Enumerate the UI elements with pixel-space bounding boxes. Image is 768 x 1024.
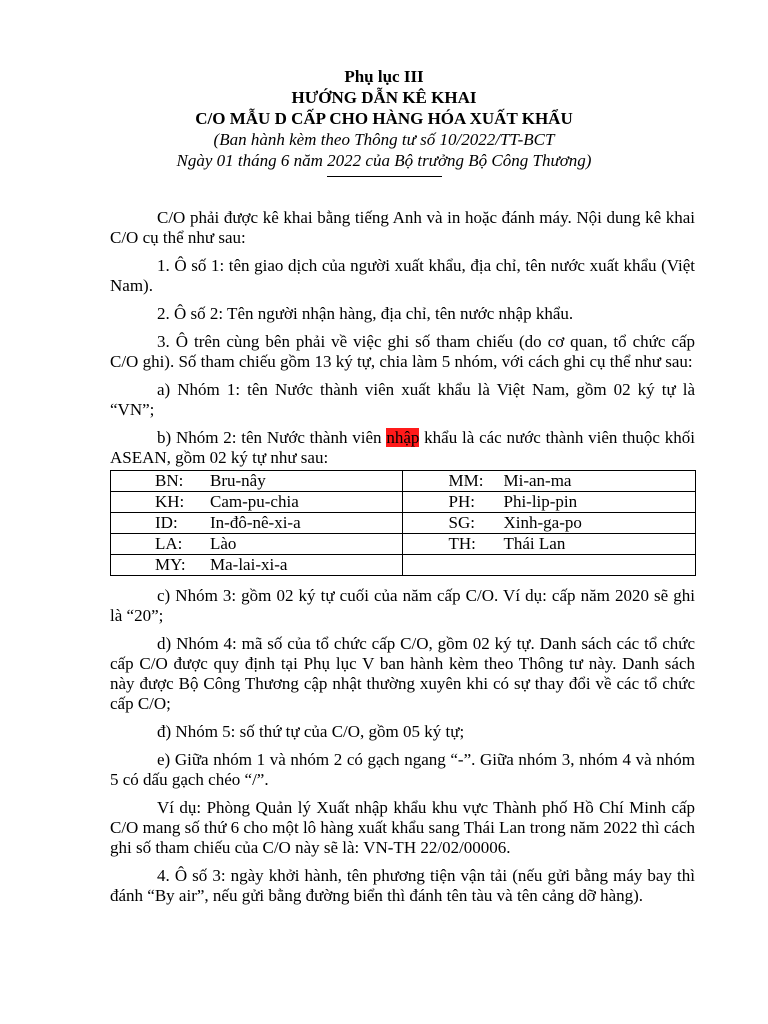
document-body xyxy=(110,208,695,914)
table-row xyxy=(111,471,696,492)
country-code-table xyxy=(110,470,696,576)
group-5-paragraph: đ) Nhóm 5: số thứ tự của C/O, gồm 05 ký tự; xyxy=(157,722,465,741)
country-name: Lào xyxy=(210,534,237,553)
right-country-cell xyxy=(403,534,696,555)
country-code: MM: xyxy=(448,471,484,490)
example-paragraph: Ví dụ: Phòng Quản lý Xuất nhập khẩu khu vực Thành phố Hồ Chí Minh cấp C/O mang số thứ 6 cho một lô hàng xuất khẩu sang Thái Lan trong năm 2022 thì cách ghi số tham chiếu của C/O này sẽ là: VN-TH 22/02/00006. xyxy=(110,798,695,857)
country-code: SG: xyxy=(448,513,475,532)
country-code: BN: xyxy=(155,471,184,490)
left-country-cell xyxy=(111,471,403,492)
country-code: TH: xyxy=(448,534,476,553)
document-title-line-1: HƯỚNG DẪN KÊ KHAI xyxy=(291,88,477,107)
group-1-paragraph: a) Nhóm 1: tên Nước thành viên xuất khẩu là Việt Nam, gồm 02 ký tự là “VN”; xyxy=(110,380,695,419)
table-row xyxy=(111,555,696,576)
box-1-paragraph: 1. Ô số 1: tên giao dịch của người xuất khẩu, địa chỉ, tên nước xuất khẩu (Việt Nam). xyxy=(110,256,695,295)
document-title-line-2: C/O MẪU D CẤP CHO HÀNG HÓA XUẤT KHẨU xyxy=(195,109,573,128)
country-name: Bru-nây xyxy=(210,471,266,490)
group-2-text-end: khẩu là các nước thành viên thuộc khối ASEAN, gồm 02 ký tự như sau: xyxy=(110,428,696,467)
highlighted-word: nhập xyxy=(386,428,420,447)
issuance-note-line-1: (Ban hành kèm theo Thông tư số 10/2022/TT-BCT xyxy=(213,130,555,149)
reference-number-paragraph: 3. Ô trên cùng bên phải về việc ghi số tham chiếu (do cơ quan, tổ chức cấp C/O ghi). Số tham chiếu gồm 13 ký tự, chia làm 5 nhóm, với cách ghi cụ thể như sau: xyxy=(110,332,695,371)
country-name: Mi-an-ma xyxy=(503,471,572,490)
table-row xyxy=(111,513,696,534)
box-2-paragraph: 2. Ô số 2: Tên người nhận hàng, địa chỉ, tên nước nhập khẩu. xyxy=(157,304,574,323)
right-country-cell xyxy=(403,555,696,576)
group-2-paragraph xyxy=(110,428,695,468)
group-3-paragraph: c) Nhóm 3: gồm 02 ký tự cuối của năm cấp C/O. Ví dụ: cấp năm 2020 sẽ ghi là “20”; xyxy=(110,586,695,625)
group-2-text-start: b) Nhóm 2: tên Nước thành viên xyxy=(157,428,387,447)
issuance-note-line-2: Ngày 01 tháng 6 năm 2022 của Bộ trưởng Bộ Công Thương) xyxy=(176,151,592,170)
country-code: MY: xyxy=(155,555,186,574)
country-name: Ma-lai-xi-a xyxy=(210,555,288,574)
left-country-cell xyxy=(111,492,403,513)
document-header xyxy=(0,66,768,177)
country-name: Thái Lan xyxy=(503,534,566,553)
header-divider xyxy=(327,176,442,177)
right-country-cell xyxy=(403,492,696,513)
box-3-paragraph: 4. Ô số 3: ngày khởi hành, tên phương tiện vận tải (nếu gửi bằng máy bay thì đánh “By air”, nếu gửi bằng đường biển thì đánh tên tàu và tên cảng dỡ hàng). xyxy=(110,866,695,905)
country-name: In-đô-nê-xi-a xyxy=(210,513,301,532)
separator-rule-paragraph: e) Giữa nhóm 1 và nhóm 2 có gạch ngang “-”. Giữa nhóm 3, nhóm 4 và nhóm 5 có dấu gạch chéo “/”. xyxy=(110,750,695,789)
left-country-cell xyxy=(111,513,403,534)
left-country-cell xyxy=(111,534,403,555)
country-name: Xinh-ga-po xyxy=(503,513,582,532)
country-code: PH: xyxy=(448,492,475,511)
country-code: ID: xyxy=(155,513,178,532)
country-code: LA: xyxy=(155,534,183,553)
appendix-label: Phụ lục III xyxy=(344,67,424,86)
table-row xyxy=(111,492,696,513)
country-code: KH: xyxy=(155,492,185,511)
country-name: Cam-pu-chia xyxy=(210,492,299,511)
left-country-cell xyxy=(111,555,403,576)
right-country-cell xyxy=(403,471,696,492)
table-row xyxy=(111,534,696,555)
group-4-paragraph: d) Nhóm 4: mã số của tổ chức cấp C/O, gồm 02 ký tự. Danh sách các tổ chức cấp C/O được quy định tại Phụ lục V ban hành kèm theo Thông tư này. Danh sách này được Bộ Công Thương cập nhật thường xuyên khi có sự thay đổi về các tổ chức cấp C/O; xyxy=(110,634,695,713)
country-name: Phi-lip-pin xyxy=(503,492,578,511)
intro-paragraph: C/O phải được kê khai bằng tiếng Anh và in hoặc đánh máy. Nội dung kê khai C/O cụ thể như sau: xyxy=(110,208,695,247)
right-country-cell xyxy=(403,513,696,534)
